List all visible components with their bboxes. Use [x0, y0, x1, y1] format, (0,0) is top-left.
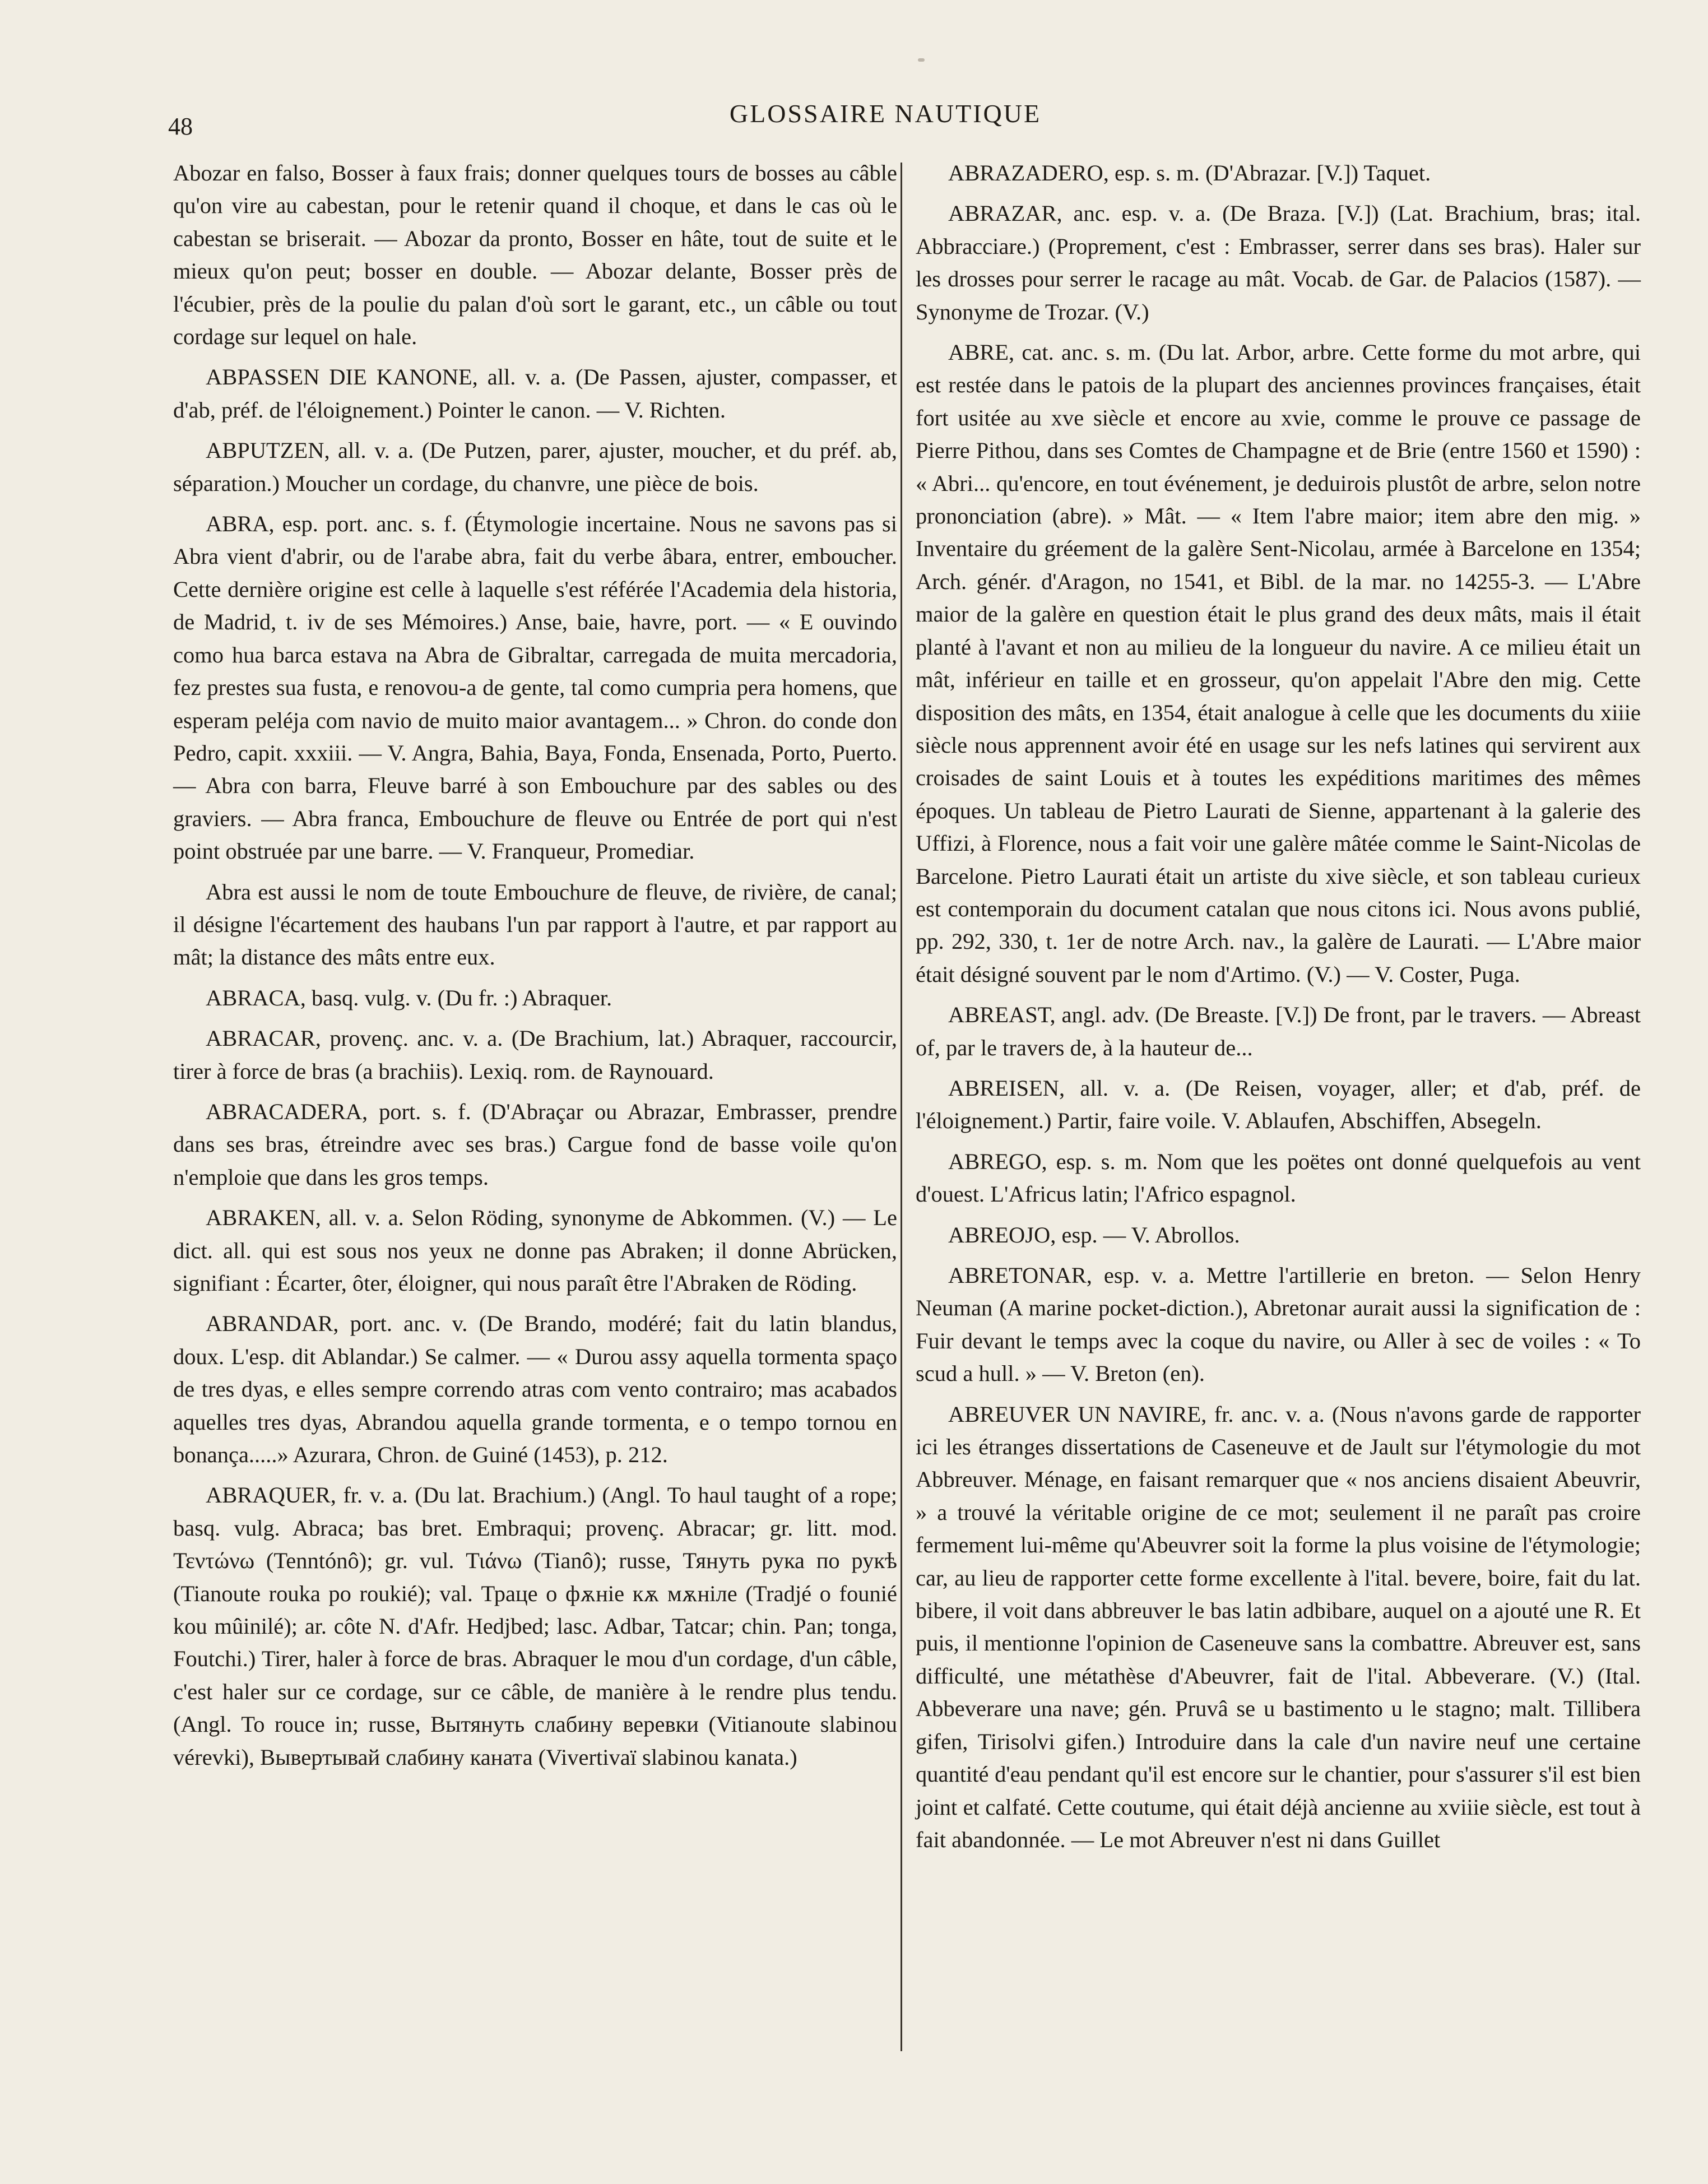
entry-abrazadero: ABRAZADERO, esp. s. m. (D'Abrazar. [V.]) Taquet. — [948, 160, 1431, 186]
entry-abreisen: ABREISEN, all. v. a. (De Reisen, voyager, aller; et d'ab, préf. de l'éloignement.) Partir, faire voile. V. Ablaufen, Abschiffen, Absegeln. — [916, 1075, 1641, 1134]
entry-abputzen: ABPUTZEN, all. v. a. (De Putzen, parer, ajuster, moucher, et du préf. ab, séparation.) Moucher un cordage, du chanvre, une pièce de bois. — [173, 438, 897, 496]
running-head: GLOSSAIRE NAUTIQUE — [729, 99, 1042, 128]
right-column — [916, 157, 1641, 1864]
entry-abrandar: ABRANDAR, port. anc. v. (De Brando, modéré; fait du latin blandus, doux. L'esp. dit Ablandar.) Se calmer. — « Durou assy aquella tormenta spaço de tres dyas, e elles sempre correndo atras com vento contrairo; mas acabados aquelles tres dyas, Abrandou aquella grande tormenta, e o tempo tornou en bonança.....» Azurara, Chron. de Guiné (1453), p. 212. — [173, 1311, 897, 1468]
entry-abreuver-un-navire: ABREUVER UN NAVIRE, fr. anc. v. a. (Nous n'avons garde de rapporter ici les étranges dissertations de Caseneuve et de Jault sur l'étymologie du mot Abbreuver. Ménage, en faisant remarquer que « nos anciens disaient Abeuvrir, » a trouvé la véritable origine de ce mot; seulement il ne paraît pas croire fermement lui-même qu'Abeuvrer soit la forme la plus voisine de l'étymologie; car, au lieu de rapporter cette forme excellente à l'ital. bevere, boire, fait du lat. bibere, il voit dans abbreuver le bas latin adbibare, auquel on a ajouté une R. Et puis, il mentionne l'opinion de Caseneuve sans la combattre. Abreuver est, sans difficulté, une métathèse d'Abeuvrer, fait de l'ital. Abbeverare. (V.) (Ital. Abbeverare una nave; gén. Pruvâ se u bastimento u le stagno; malt. Tillibera gifen, Tirisolvi gifen.) Introduire dans la cale d'un navire neuf une certaine quantité d'eau pendant qu'il est encore sur le chantier, pour s'assurer s'il est bien joint et calfaté. Cette coutume, qui était déjà ancienne au xviiie siècle, est tout à fait abandonnée. — Le mot Abreuver n'est ni dans Guillet — [916, 1401, 1641, 1852]
entry-abraken: ABRAKEN, all. v. a. Selon Röding, synonyme de Abkommen. (V.) — Le dict. all. qui est sous nos yeux ne donne pas Abraken; il donne Abrücken, signifiant : Écarter, ôter, éloigner, qui nous paraît être l'Abraken de Röding. — [173, 1205, 897, 1296]
column-rule — [901, 163, 902, 2051]
entry-abreast: ABREAST, angl. adv. (De Breaste. [V.]) De front, par le travers. — Abreast of, par le travers de, à la hauteur de... — [916, 1002, 1641, 1060]
entry-abre: ABRE, cat. anc. s. m. (Du lat. Arbor, arbre. Cette forme du mot arbre, qui est restée dans le patois de la plupart des anciennes provinces françaises, était fort usitée au xve siècle et encore au xvie, comme le prouve ce passage de Pierre Pithou, dans ses Comtes de Champagne et de Brie (entre 1560 et 1590) : « Abri... qu'encore, en tout événement, je deduirois plustôt de arbre, selon notre prononciation (abre). » Mât. — « Item l'abre maior; item abre den mig. » Inventaire du gréement de la galère Sent-Nicolau, armée à Barcelone en 1354; Arch. génér. d'Aragon, no 1541, et Bibl. de la mar. no 14255-3. — L'Abre maior de la galère en question était le plus grand des deux mâts, mais il était planté à l'avant et non au milieu de la longueur du navire. A ce milieu était un mât, inférieur en taille et en grosseur, qu'on appelait l'Abre den mig. Cette disposition des mâts, en 1354, était analogue à celle que les documents du xiiie siècle nous apprennent avoir été en usage sur les nefs latines qui servirent aux croisades de saint Louis et à toutes les expéditions maritimes des mêmes époques. Un tableau de Pietro Laurati de Sienne, appartenant à la galerie des Uffizi, à Florence, nous a fait voir une galère mâtée comme le Saint-Nicolas de Barcelone. Pietro Laurati était un artiste du xive siècle, et son tableau curieux est contemporain du document catalan que nous citons ici. Nous avons publié, pp. 292, 330, t. 1er de notre Arch. nav., la galère de Laurati. — L'Abre maior était désigné souvent par le nom d'Artimo. (V.) — V. Coster, Puga. — [916, 340, 1641, 987]
entry-abraquer: ABRAQUER, fr. v. a. (Du lat. Brachium.) (Angl. To haul taught of a rope; basq. vulg. Abraca; bas bret. Embraqui; provenç. Abracar; gr. litt. mod. Τεντώνω (Tenntónô); gr. vul. Τιάνω (Tianô); russe, Тянуть рука по рукѣ (Tianoute rouka po roukié); val. Траце о фѫніе кѫ мѫніле (Tradjé o founié kou mûinilé); ar. côte N. d'Afr. Hedjbed; lasc. Adbar, Tatcar; chin. Pan; tonga, Foutchi.) Tirer, haler à force de bras. Abraquer le mou d'un cordage, d'un câble, c'est haler sur ce cordage, sur ce câble, de manière à le rendre plus tendu. (Angl. To rouce in; russe, Вытянуть слабину веревки (Vitianoute slabinou vérevki), Вывертывай слабину каната (Vivertivaï slabinou kanata.) — [173, 1482, 897, 1770]
entry-abpassen: ABPASSEN DIE KANONE, all. v. a. (De Passen, ajuster, compasser, et d'ab, préf. de l'éloignement.) Pointer le canon. — V. Richten. — [173, 364, 897, 423]
entry-abreojo: ABREOJO, esp. — V. Abrollos. — [948, 1222, 1240, 1248]
entry-abra-note: Abra est aussi le nom de toute Embouchure de fleuve, de rivière, de canal; il désigne l'écartement des haubans l'un par rapport à l'autre, et par rapport au mât; la distance des mâts entre eux. — [173, 879, 897, 970]
print-speck — [918, 58, 925, 62]
entry-abraca: ABRACA, basq. vulg. v. (Du fr. :) Abraquer. — [206, 985, 612, 1010]
entry-abozar-continued: Abozar en falso, Bosser à faux frais; donner quelques tours de bosses au câble qu'on vire au cabestan, pour le retenir quand il choque, et dans le cas où le cabestan se briserait. — Abozar da pronto, Bosser en hâte, tout de suite et le mieux qu'on peut; bosser en double. — Abozar delante, Bosser près de l'écubier, près de la poulie du palan d'où sort le garant, etc., un câble ou tout cordage sur lequel on hale. — [173, 160, 897, 350]
entry-abretonar: ABRETONAR, esp. v. a. Mettre l'artillerie en breton. — Selon Henry Neuman (A marine pocket-diction.), Abretonar aurait aussi la signification de : Fuir devant le temps avec la coque du navire, ou Aller à sec de voiles : « To scud a hull. » — V. Breton (en). — [916, 1263, 1641, 1387]
entry-abracar: ABRACAR, provenç. anc. v. a. (De Brachium, lat.) Abraquer, raccourcir, tirer à force de bras (a brachiis). Lexiq. rom. de Raynouard. — [173, 1026, 897, 1084]
left-column — [173, 157, 897, 1782]
entry-abrego: ABREGO, esp. s. m. Nom que les poëtes ont donné quelquefois au vent d'ouest. L'Africus latin; l'Africo espagnol. — [916, 1148, 1641, 1207]
page-number: 48 — [168, 113, 193, 140]
entry-abrazar: ABRAZAR, anc. esp. v. a. (De Braza. [V.]) (Lat. Brachium, bras; ital. Abbracciare.) (Proprement, c'est : Embrasser, serrer dans ses bras). Haler sur les drosses pour serrer le racage au mât. Vocab. de Gar. de Palacios (1587). — Synonyme de Trozar. (V.) — [916, 201, 1641, 324]
entry-abra: ABRA, esp. port. anc. s. f. (Étymologie incertaine. Nous ne savons pas si Abra vient d'abrir, ou de l'arabe abra, fait du verbe âbara, entrer, emboucher. Cette dernière origine est celle à laquelle s'est référée l'Academia dela historia, de Madrid, t. iv de ses Mémoires.) Anse, baie, havre, port. — « E ouvindo como hua barca estava na Abra de Gibraltar, carregada de muita mercadoria, fez prestes sua fusta, e renovou-a de gente, tal como cumpria pera homens, que esperam peléja com navio de muito maior avantagem... » Chron. do conde don Pedro, capit. xxxiii. — V. Angra, Bahia, Baya, Fonda, Ensenada, Porto, Puerto. — Abra con barra, Fleuve barré à son Embouchure par des sables ou des graviers. — Abra franca, Embouchure de fleuve ou Entrée de port qui n'est point obstruée par une barre. — V. Franqueur, Promediar. — [173, 511, 897, 864]
entry-abracadera: ABRACADERA, port. s. f. (D'Abraçar ou Abrazar, Embrasser, prendre dans ses bras, étreindre avec ses bras.) Cargue fond de basse voile qu'on n'emploie que dans les gros temps. — [173, 1098, 897, 1190]
